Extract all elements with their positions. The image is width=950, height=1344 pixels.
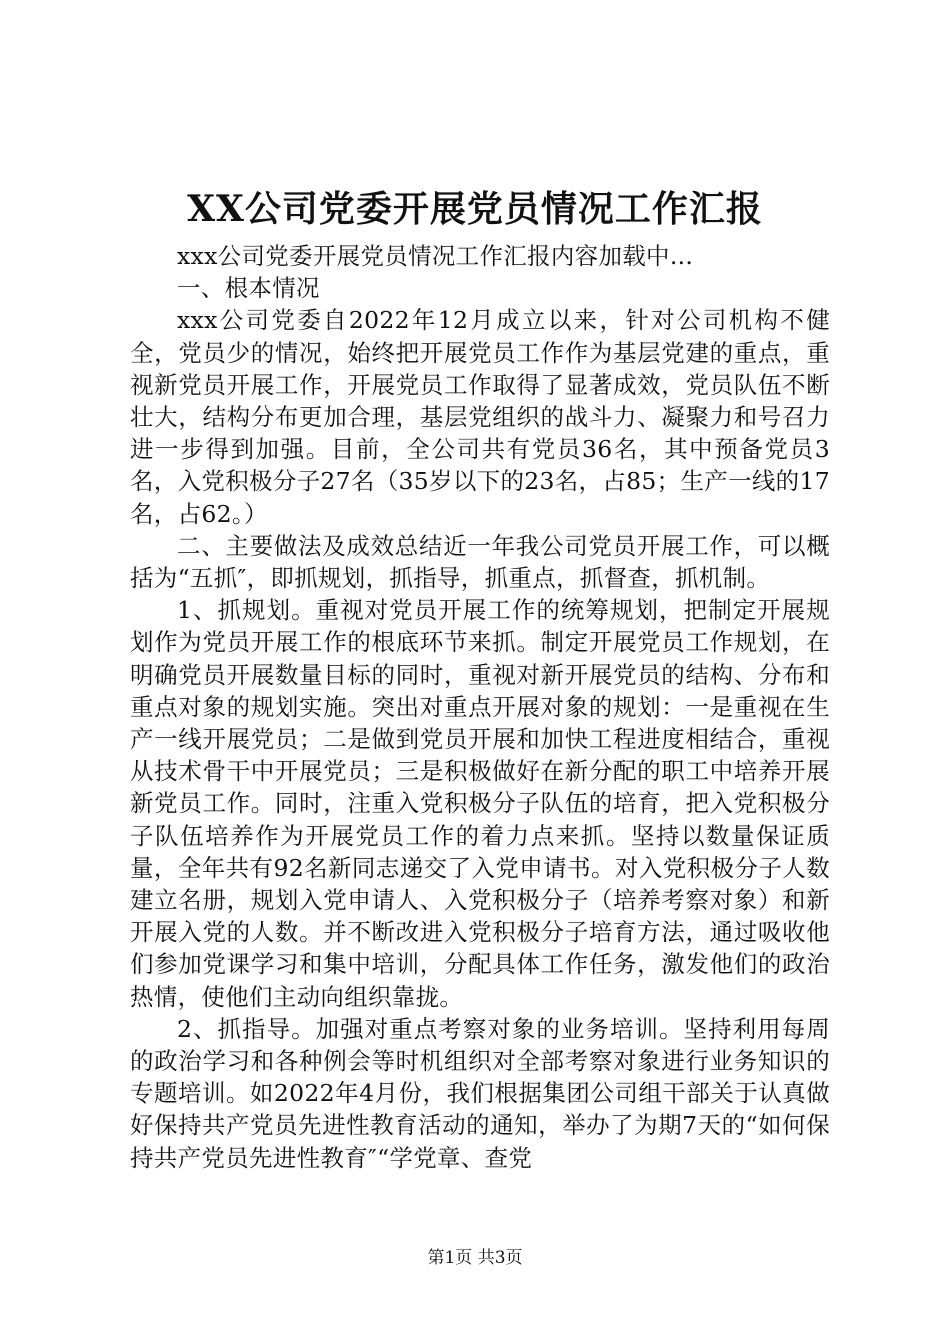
document-body	[130, 240, 830, 1174]
section-heading-basic-situation: 一、根本情况	[177, 274, 320, 303]
paragraph-planning: 1、抓规划。重视对党员开展工作的统筹规划，把制定开展规划作为党员开展工作的根底环节来抓。制定开展党员工作规划，在明确党员开展数量目标的同时，重视对新开展党员的结构、分布和重点对象的规划实施。突出对重点开展对象的规划：一是重视在生产一线开展党员；二是做到党员开展和加快工程进度相结合，重视从技术骨干中开展党员；三是积极做好在新分配的职工中培养开展新党员工作。同时，注重入党积极分子队伍的培育，把入党积极分子队伍培养作为开展党员工作的着力点来抓。坚持以数量保证质量，全年共有92名新同志递交了入党申请书。对入党积极分子人数建立名册，规划入党申请人、入党积极分子（培养考察对象）和新开展入党的人数。并不断改进入党积极分子培育方法，通过吸收他们参加党课学习和集中培训，分配具体工作任务，激发他们的政治热情，使他们主动向组织靠拢。	[130, 596, 830, 1011]
paragraph-loading-notice: xxx公司党委开展党员情况工作汇报内容加载中...	[177, 242, 694, 270]
paragraph-guidance: 2、抓指导。加强对重点考察对象的业务培训。坚持利用每周的政治学习和各种例会等时机组织对全部考察对象进行业务知识的专题培训。如2022年4月份，我们根据集团公司组干部关于认真做好保持共产党员先进性教育活动的通知，举办了为期7天的“如何保持共产党员先进性教育″“学党章、查党	[130, 1014, 830, 1172]
document-title: XX公司党委开展党员情况工作汇报	[187, 188, 763, 230]
paragraph-basic-situation: xxx公司党委自2022年12月成立以来，针对公司机构不健全，党员少的情况，始终把开展党员工作作为基层党建的重点，重视新党员开展工作，开展党员工作取得了显著成效，党员队伍不断壮大，结构分布更加合理，基层党组织的战斗力、凝聚力和号召力进一步得到加强。目前，全公司共有党员36名，其中预备党员3名，入党积极分子27名（35岁以下的23名，占85；生产一线的17名，占62。）	[130, 306, 830, 528]
page-footer: 第1页 共3页	[427, 1248, 523, 1268]
section-heading-main-practices: 二、主要做法及成效总结近一年我公司党员开展工作，可以概括为“五抓″，即抓规划，抓指导，抓重点，抓督查，抓机制。	[130, 531, 830, 593]
